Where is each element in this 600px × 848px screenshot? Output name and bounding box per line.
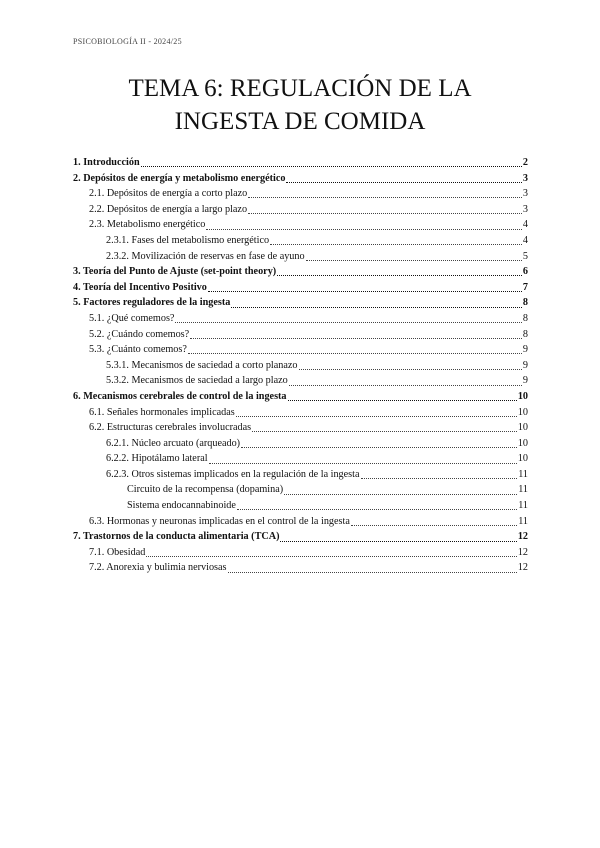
toc-page-number: 11	[518, 468, 528, 480]
toc-dot-leader	[228, 572, 517, 573]
toc-page-number: 3	[522, 203, 528, 215]
toc-dot-leader	[280, 541, 516, 542]
toc-entry-text: 6.2.1. Núcleo arcuato (arqueado)	[106, 437, 241, 449]
toc-page-number: 4	[522, 234, 528, 246]
toc-page-number: 8	[522, 312, 528, 324]
toc-page-number: 12	[517, 562, 528, 574]
toc-entry[interactable]	[73, 186, 528, 202]
toc-entry-text: 6.2.3. Otros sistemas implicados en la regulación de la ingesta	[106, 468, 360, 480]
toc-entry[interactable]	[73, 358, 528, 374]
toc-entry[interactable]	[73, 233, 528, 249]
toc-entry-text: 2.1. Depósitos de energía a corto plazo	[89, 188, 248, 200]
toc-page-number: 2	[522, 157, 528, 168]
toc-entry[interactable]	[73, 560, 528, 576]
toc-entry[interactable]	[73, 420, 528, 436]
toc-page-number: 6	[522, 266, 528, 278]
toc-page-number: 10	[517, 437, 528, 449]
toc-dot-leader	[288, 400, 517, 401]
toc-entry[interactable]	[73, 467, 528, 483]
toc-entry-text: 7.1. Obesidad	[89, 546, 146, 558]
toc-entry-text: 2.3. Metabolismo energético	[89, 219, 206, 231]
toc-entry[interactable]	[73, 171, 528, 187]
toc-page-number: 12	[517, 546, 528, 558]
running-header: PSICOBIOLOGÍA II - 2024/25	[73, 37, 182, 46]
title-line-1: TEMA 6: REGULACIÓN DE LA	[128, 75, 472, 102]
toc-page-number: 10	[517, 422, 528, 434]
toc-dot-leader	[241, 447, 517, 448]
toc-entry[interactable]	[73, 405, 528, 421]
toc-dot-leader	[141, 166, 522, 167]
toc-page-number: 3	[522, 172, 528, 184]
toc-page-number: 9	[522, 375, 528, 387]
toc-dot-leader	[236, 416, 517, 417]
toc-entry-text: 6. Mecanismos cerebrales de control de la ingesta	[73, 390, 287, 402]
toc-entry[interactable]	[73, 217, 528, 233]
toc-page-number: 10	[517, 406, 528, 418]
title-line-2: INGESTA DE COMIDA	[174, 108, 426, 135]
toc-dot-leader	[209, 463, 517, 464]
toc-entry-text: 2.3.1. Fases del metabolismo energético	[106, 234, 270, 246]
toc-entry-text: 2.2. Depósitos de energía a largo plazo	[89, 203, 248, 215]
toc-entry[interactable]	[73, 202, 528, 218]
toc-entry-text: 5.3. ¿Cuánto comemos?	[89, 344, 187, 356]
toc-entry[interactable]	[73, 436, 528, 452]
toc-dot-leader	[361, 478, 518, 479]
toc-dot-leader	[248, 197, 522, 198]
toc-entry[interactable]	[73, 155, 528, 171]
toc-dot-leader	[231, 307, 522, 308]
toc-entry-text: 5.3.1. Mecanismos de saciedad a corto planazo	[106, 359, 298, 371]
toc-dot-leader	[237, 509, 517, 510]
toc-dot-leader	[299, 369, 522, 370]
toc-page-number: 11	[518, 515, 528, 527]
toc-dot-leader	[190, 338, 522, 339]
toc-page-number: 7	[522, 281, 528, 293]
toc-entry-text: 5.1. ¿Qué comemos?	[89, 312, 175, 324]
toc-entry[interactable]	[73, 389, 528, 405]
toc-entry-text: 5. Factores reguladores de la ingesta	[73, 297, 231, 309]
toc-entry-text: 6.2.2. Hipotálamo lateral	[106, 453, 208, 465]
toc-entry-text: 2. Depósitos de energía y metabolismo energético	[73, 172, 286, 184]
toc-entry-text: 1. Introducción	[73, 157, 140, 168]
toc-entry[interactable]	[73, 529, 528, 545]
toc-dot-leader	[188, 353, 522, 354]
toc-entry-text: 2.3.2. Movilización de reservas en fase de ayuno	[106, 250, 305, 262]
toc-entry[interactable]	[73, 249, 528, 265]
toc-entry-text: 7. Trastornos de la conducta alimentaria (TCA)	[73, 531, 280, 543]
toc-dot-leader	[175, 322, 521, 323]
toc-entry[interactable]	[73, 311, 528, 327]
toc-entry[interactable]	[73, 280, 528, 296]
toc-entry-text: 5.2. ¿Cuándo comemos?	[89, 328, 190, 340]
toc-page-number: 10	[517, 390, 528, 402]
toc-entry[interactable]	[73, 373, 528, 389]
toc-page-number: 10	[517, 453, 528, 465]
toc-dot-leader	[248, 213, 522, 214]
toc-entry-text: 7.2. Anorexia y bulimia nerviosas	[89, 562, 227, 574]
toc-entry-text: 4. Teoría del Incentivo Positivo	[73, 281, 207, 293]
table-of-contents	[73, 155, 528, 576]
toc-dot-leader	[284, 494, 517, 495]
toc-page-number: 11	[518, 484, 528, 496]
toc-page-number: 9	[522, 359, 528, 371]
toc-entry[interactable]	[73, 498, 528, 514]
toc-dot-leader	[252, 431, 517, 432]
toc-entry[interactable]	[73, 514, 528, 530]
toc-dot-leader	[208, 291, 522, 292]
toc-entry-text: 5.3.2. Mecanismos de saciedad a largo plazo	[106, 375, 288, 387]
toc-entry[interactable]	[73, 327, 528, 343]
toc-entry-text: Circuito de la recompensa (dopamina)	[127, 484, 284, 496]
toc-page-number: 4	[522, 219, 528, 231]
toc-page-number: 11	[518, 500, 528, 512]
toc-entry[interactable]	[73, 342, 528, 358]
toc-entry-text: 3. Teoría del Punto de Ajuste (set-point theory)	[73, 266, 277, 278]
toc-entry[interactable]	[73, 295, 528, 311]
document-title	[0, 72, 600, 138]
toc-dot-leader	[277, 275, 522, 276]
toc-entry[interactable]	[73, 264, 528, 280]
toc-page-number: 8	[522, 297, 528, 309]
toc-dot-leader	[146, 556, 517, 557]
toc-dot-leader	[270, 244, 522, 245]
toc-entry[interactable]	[73, 451, 528, 467]
toc-entry-text: Sistema endocannabinoide	[127, 500, 236, 512]
toc-page-number: 3	[522, 188, 528, 200]
toc-dot-leader	[286, 182, 521, 183]
toc-dot-leader	[206, 229, 522, 230]
toc-page-number: 9	[522, 344, 528, 356]
toc-entry-text: 6.1. Señales hormonales implicadas	[89, 406, 235, 418]
toc-page-number: 5	[522, 250, 528, 262]
toc-entry[interactable]	[73, 545, 528, 561]
toc-dot-leader	[351, 525, 517, 526]
toc-dot-leader	[306, 260, 522, 261]
toc-entry-text: 6.3. Hormonas y neuronas implicadas en el control de la ingesta	[89, 515, 350, 527]
toc-page-number: 12	[517, 531, 528, 543]
toc-entry[interactable]	[73, 482, 528, 498]
toc-entry-text: 6.2. Estructuras cerebrales involucradas	[89, 422, 252, 434]
toc-page-number: 8	[522, 328, 528, 340]
toc-dot-leader	[289, 385, 522, 386]
